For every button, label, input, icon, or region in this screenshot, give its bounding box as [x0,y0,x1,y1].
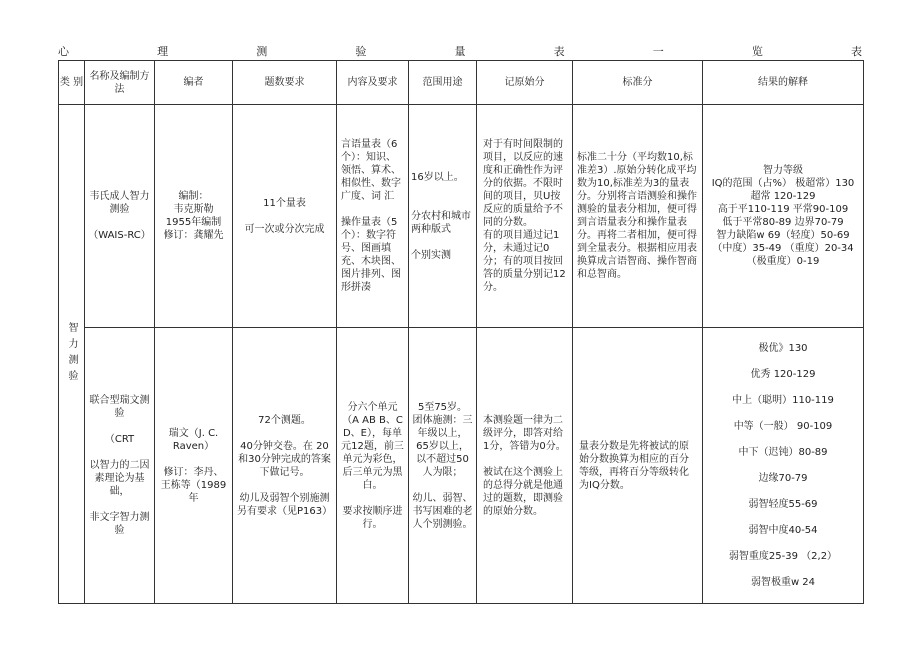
interpretation-cell [703,328,864,604]
title-char: 览 [751,45,763,58]
header-raw-score: 记原始分 [477,61,573,105]
scope-cell [409,105,477,328]
items-text: 72个测题。 40分钟交卷。在 20和30分钟完成的答案下做记号。 幼儿及弱智个别施测另有要求（见P163） [237,414,333,517]
author-text: 编制： 韦克斯勒 1955年编制 修订：龚耀先 [163,191,224,241]
header-category: 类 别 [59,61,85,105]
standard-score-cell [573,328,703,604]
raw-score-text: 对于有时间限制的项目，以反应的速度和正确性作为评分的依据。不限时间的项目，贝U按反应的质量给予不同的分数。 有的项目通过记1分，未通过记0分；有的项目按回答的质量分别记12分。 [483,139,566,293]
scope-cell [409,328,477,604]
psych-test-table [58,60,864,604]
scope-text: 16岁以上。 分农村和城市两种版式 个别实测 [411,171,471,261]
test-name-cell [85,328,155,604]
items-text: 11个量表 可一次或分次完成 [244,197,325,235]
author-cell [155,328,233,604]
standard-score-text: 标准二十分（平均数10,标准差3）.原始分转化成平均数为10,标准差为3的量表分。分别将言语测验和操作测验的量表分相加，便可得到言语量表分和操作量表分。再将二者相加，便可得到全量表分。根据相应用表换算成言语智商、操作智商和总智商。 [577,152,697,280]
category-label: 智力测验 [66,322,77,386]
header-scope: 范围用途 [409,61,477,105]
header-content: 内容及要求 [337,61,409,105]
header-items: 题数要求 [233,61,337,105]
header-name: 名称及编制方法 [85,61,155,105]
content-cell [337,105,409,328]
header-author: 编者 [155,61,233,105]
title-char: 心 [58,45,69,58]
interpretation-text: 极优》130 优秀 120-129 中上（聪明）110-119 中等（一般） 90-109 中下（迟钝）80-89 边缘70-79 弱智轻度55-69 弱智中度40-54 弱智重度25-39 （2,2） 弱智极重w 24 [728,343,838,588]
title-char: 测 [256,45,268,58]
title-char: 量 [454,45,466,58]
raw-score-cell [477,105,573,328]
title-char: 表 [553,45,565,58]
header-row [59,61,864,105]
test-name: 韦氏成人智力测验 （WAIS-RC） [88,191,151,241]
content-text: 言语量表（6个）：知识、领悟、算术、相似性、数字广度、词 汇 操作量表（5个）：数字符号、图画填充、木块图、图片排列、图形拼凑 [341,139,401,293]
category-cell [59,105,85,604]
test-name: 联合型瑞文测验 （CRT 以智力的二因素理论为基础， 非文字智力测验 [89,395,150,536]
author-cell [155,105,233,328]
title-char: 表 [851,45,862,58]
test-name-cell [85,105,155,328]
interpretation-cell [703,105,864,328]
document-title [58,43,862,59]
title-char: 理 [157,45,169,58]
items-cell [233,105,337,328]
title-char: 一 [652,45,664,58]
items-cell [233,328,337,604]
content-text: 分六个单元（A AB B、C D、E），每单元12题，前三单元为彩色，后三单元为黑白。 要求按顺序进行。 [341,401,404,530]
content-cell [337,328,409,604]
raw-score-text: 本测验题一律为二级评分，即答对给1分，答错为0分。 被试在这个测验上的总得分就是他通过的题数，即测验的原始分数。 [483,414,566,517]
header-standard-score: 标准分 [573,61,703,105]
standard-score-cell [573,105,703,328]
table-row [59,105,864,328]
raw-score-cell [477,328,573,604]
standard-score-text: 量表分数是先将被试的原始分数换算为相应的百分等级，再将百分等级转化为IQ分数。 [579,440,689,491]
author-text: 瑞文（J. C. Raven） 修订：李丹、王栋等（1989年 [160,427,227,504]
interpretation-text: 智力等级 IQ的范围（占%） 极超常）130 超常 120-129 高于平110-119 平常90-109 低于平常80-89 边界70-79 智力缺陷w 69（轻度）50-69 （中度）35-49 （重度）20-34 （极重度）0-19 [711,165,855,267]
table-row [59,328,864,604]
scope-text: 5至75岁。 团体施测：三年级以上，65岁以上，以不超过50人为限； 幼儿、弱智、书写困难的老人个别测验。 [412,401,473,530]
title-char: 验 [355,45,367,58]
header-interpretation: 结果的解释 [703,61,864,105]
